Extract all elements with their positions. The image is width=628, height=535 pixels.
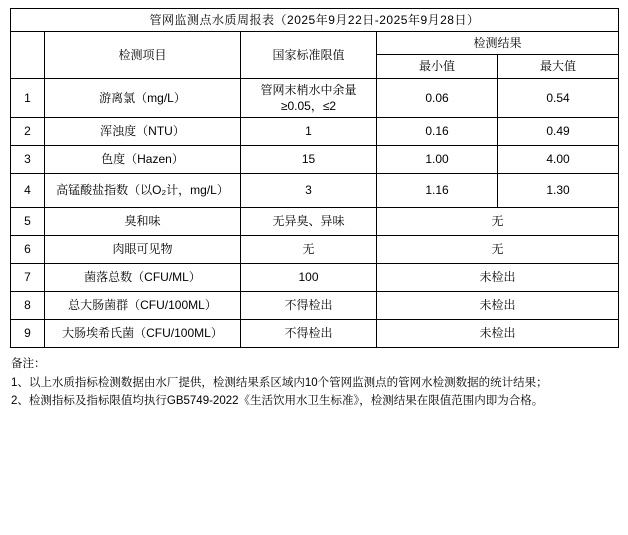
header-min: 最小值 bbox=[377, 55, 498, 78]
table-row bbox=[11, 319, 619, 347]
row-index: 8 bbox=[11, 291, 45, 319]
row-result: 无 bbox=[377, 235, 619, 263]
notes-section bbox=[10, 355, 618, 411]
row-result: 无 bbox=[377, 207, 619, 235]
row-standard: 15 bbox=[241, 145, 377, 173]
header-result: 检测结果 bbox=[377, 32, 619, 55]
row-max: 0.49 bbox=[498, 117, 619, 145]
header-standard: 国家标准限值 bbox=[241, 32, 377, 78]
note-line-1: 1、以上水质指标检测数据由水厂提供，检测结果系区域内10个管网监测点的管网水检测数据的统计结果； bbox=[11, 376, 548, 389]
row-max: 1.30 bbox=[498, 173, 619, 207]
row-standard: 无异臭、异味 bbox=[241, 207, 377, 235]
row-item: 浑浊度（NTU） bbox=[45, 117, 241, 145]
table-row bbox=[11, 78, 619, 117]
row-index: 3 bbox=[11, 145, 45, 173]
row-standard: 不得检出 bbox=[241, 291, 377, 319]
row-index: 6 bbox=[11, 235, 45, 263]
table-row bbox=[11, 117, 619, 145]
table-row bbox=[11, 235, 619, 263]
table-row bbox=[11, 291, 619, 319]
table-row bbox=[11, 207, 619, 235]
page-title: 管网监测点水质周报表（2025年9月22日-2025年9月28日） bbox=[11, 9, 619, 32]
table-row bbox=[11, 263, 619, 291]
row-standard: 1 bbox=[241, 117, 377, 145]
header-row-primary bbox=[11, 32, 619, 55]
row-item: 总大肠菌群（CFU/100ML） bbox=[45, 291, 241, 319]
title-row bbox=[11, 9, 619, 32]
row-max: 4.00 bbox=[498, 145, 619, 173]
row-standard: 100 bbox=[241, 263, 377, 291]
row-index: 4 bbox=[11, 173, 45, 207]
row-min: 0.16 bbox=[377, 117, 498, 145]
row-index: 5 bbox=[11, 207, 45, 235]
row-index: 9 bbox=[11, 319, 45, 347]
note-line-2: 2、检测指标及指标限值均执行GB5749-2022《生活饮用水卫生标准》，检测结果在限值范围内即为合格。 bbox=[11, 395, 544, 408]
row-min: 1.16 bbox=[377, 173, 498, 207]
header-index bbox=[11, 32, 45, 78]
row-item: 肉眼可见物 bbox=[45, 235, 241, 263]
row-max: 0.54 bbox=[498, 78, 619, 117]
row-index: 7 bbox=[11, 263, 45, 291]
row-item: 臭和味 bbox=[45, 207, 241, 235]
header-item: 检测项目 bbox=[45, 32, 241, 78]
row-index: 2 bbox=[11, 117, 45, 145]
row-standard: 不得检出 bbox=[241, 319, 377, 347]
row-standard: 管网末梢水中余量≥0.05，≤2 bbox=[241, 78, 377, 117]
row-item: 高锰酸盐指数（以O₂计，mg/L） bbox=[45, 173, 241, 207]
row-result: 未检出 bbox=[377, 263, 619, 291]
row-standard: 无 bbox=[241, 235, 377, 263]
row-result: 未检出 bbox=[377, 319, 619, 347]
row-item: 菌落总数（CFU/ML） bbox=[45, 263, 241, 291]
row-standard: 3 bbox=[241, 173, 377, 207]
row-item: 游离氯（mg/L） bbox=[45, 78, 241, 117]
row-item: 大肠埃希氏菌（CFU/100ML） bbox=[45, 319, 241, 347]
row-min: 0.06 bbox=[377, 78, 498, 117]
row-result: 未检出 bbox=[377, 291, 619, 319]
table-row bbox=[11, 173, 619, 207]
table-row bbox=[11, 145, 619, 173]
header-max: 最大值 bbox=[498, 55, 619, 78]
notes-label: 备注： bbox=[11, 357, 46, 370]
row-index: 1 bbox=[11, 78, 45, 117]
row-item: 色度（Hazen） bbox=[45, 145, 241, 173]
row-min: 1.00 bbox=[377, 145, 498, 173]
water-quality-report-table bbox=[10, 8, 619, 348]
